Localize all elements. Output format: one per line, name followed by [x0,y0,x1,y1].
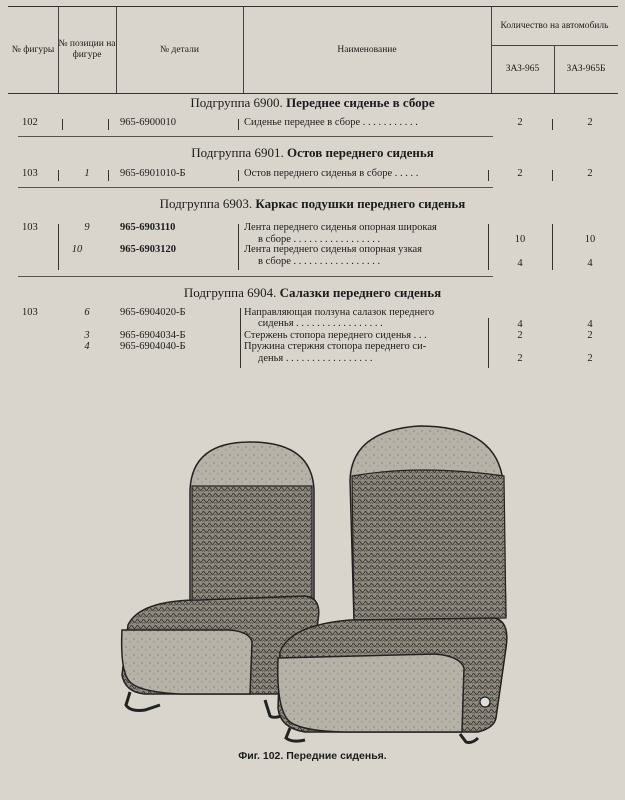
qty-model-b: 2 [587,117,593,128]
header-fig-no: № фигуры [8,7,59,93]
fig-number: 102 [22,117,38,128]
table-row [0,341,625,369]
part-name: Сиденье переднее в сборе . . . . . . . . . . . [244,117,418,128]
qty-model-a: 4 [517,319,523,330]
header-qty-title: Количество на автомобиль [491,7,618,46]
table-header [8,6,618,94]
qty-model-b: 2 [587,353,593,364]
part-number: 965-6903120 [120,244,176,255]
position-number: 9 [84,222,90,233]
group-code: Подгруппа 6901. [191,145,284,160]
position-number: 4 [84,341,90,352]
header-name: Наименование [243,7,492,93]
part-number: 965-6903110 [120,222,176,233]
qty-model-b: 10 [584,234,596,245]
position-number: 10 [71,244,83,255]
qty-model-b: 4 [587,319,593,330]
group-name: Салазки переднего сиденья [279,285,442,300]
header-pos-no: № позиции на фигуре [58,7,117,93]
figure-caption: Фиг. 102. Передние сиденья. [238,750,387,762]
group-name: Переднее сиденье в сборе [286,95,435,110]
fig-number: 103 [22,222,38,233]
part-name-line1: Лента переднего сиденья опорная широкая [244,222,437,233]
part-name: Остов переднего сиденья в сборе . . . . . [244,168,419,179]
qty-model-a: 2 [517,168,523,179]
table-row [0,244,625,272]
group-code: Подгруппа 6900. [190,95,283,110]
part-name-line2: сиденья . . . . . . . . . . . . . . . . . [258,318,383,329]
separator [18,276,493,277]
front-seats-illustration [100,420,520,745]
part-number: 965-6904020-Б [120,307,186,318]
header-model-a: ЗАЗ-965 [491,45,555,93]
group-title [0,95,625,111]
group-name: Остов переднего сиденья [286,145,434,160]
header-part-no: № детали [116,7,244,93]
qty-model-b: 2 [587,168,593,179]
part-name: Стержень стопора переднего сиденья . . . [244,330,427,341]
fig-number: 103 [22,307,38,318]
qty-model-b: 4 [587,258,593,269]
part-name-line1: Пружина стержня стопора переднего си- [244,341,427,352]
qty-model-a: 4 [517,258,523,269]
part-name-line2: в сборе . . . . . . . . . . . . . . . . . [258,234,381,245]
qty-model-a: 2 [517,330,523,341]
header-qty [491,7,618,93]
part-name-line2: в сборе . . . . . . . . . . . . . . . . . [258,256,381,267]
position-number: 1 [84,168,90,179]
separator [18,136,493,137]
position-number: 6 [84,307,90,318]
position-number: 3 [84,330,90,341]
part-number: 965-6901010-Б [120,168,186,179]
group-name: Каркас подушки переднего сиденья [255,196,466,211]
part-name-line1: Направляющая ползуна салазок переднего [244,307,435,318]
group-title [0,285,625,301]
part-name-line1: Лента переднего сиденья опорная узкая [244,244,423,255]
group-code: Подгруппа 6903. [159,196,253,211]
part-number: 965-6904040-Б [120,341,186,352]
qty-model-a: 2 [517,353,523,364]
part-number: 965-6904034-Б [120,330,186,341]
qty-model-b: 2 [587,330,593,341]
separator [18,187,493,188]
fig-number: 103 [22,168,38,179]
group-title [0,145,625,161]
part-name-line2: денья . . . . . . . . . . . . . . . . . [258,353,373,364]
qty-model-a: 10 [514,234,526,245]
part-number: 965-6900010 [120,117,176,128]
header-model-b: ЗАЗ-965Б [566,64,606,74]
group-code: Подгруппа 6904. [183,285,277,300]
group-title [0,196,625,212]
qty-model-a: 2 [517,117,523,128]
